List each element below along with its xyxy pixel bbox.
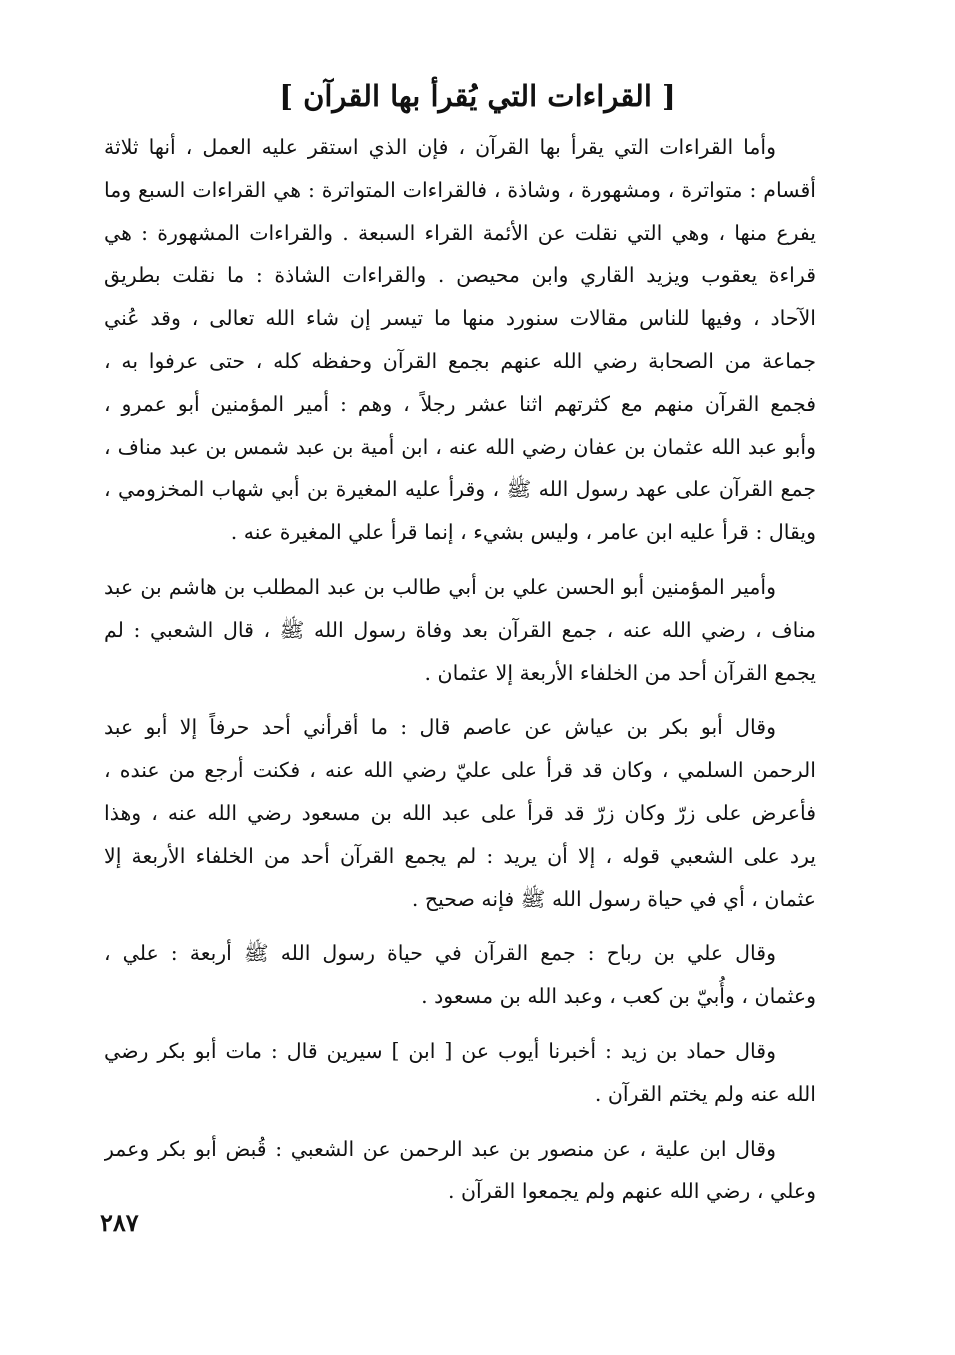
- section-heading: [ القراءات التي يُقرأ بها القرآن ]: [279, 79, 676, 113]
- text-line: وأمير المؤمنين أبو الحسن علي بن أبي طالب بن عبد المطلب بن هاشم بن عبد: [104, 574, 776, 599]
- text-line: أقسام : متواترة ، ومشهورة ، وشاذة ، فالقراءات المتواترة : هي القراءات السبع وما: [104, 177, 816, 202]
- text-line: يرد على الشعبي قوله ، إلا أن يريد : لم يجمع القرآن أحد من الخلفاء الأربعة إلا: [104, 843, 816, 868]
- text-line: جماعة من الصحابة رضي الله عنهم بجمع القرآن وحفظه كله ، حتى عرفوا به ،: [104, 348, 816, 373]
- text-line: ويقال : قرأ عليه ابن عامر ، وليس بشيء ، إنما قرأ علي المغيرة عنه .: [230, 520, 816, 545]
- text-line: وعثمان ، وأُبيّ بن كعب ، وعبد الله بن مسعود .: [421, 984, 816, 1009]
- text-line: مناف ، رضي الله عنه ، جمع القرآن بعد وفاة رسول الله ﷺ ، قال الشعبي : لم: [104, 617, 816, 642]
- text-line: الآحاد ، وفيها للناس مقالات سنورد منها ما تيسر إن شاء الله تعالى ، وقد عُني: [104, 306, 816, 331]
- text-line: وأما القراءات التي يقرأ بها القرآن ، فإن الذي استقر عليه العمل ، أنها ثلاثة: [104, 135, 776, 159]
- paragraph-1: [104, 126, 816, 554]
- text-line: وأبو عبد الله عثمان بن عفان رضي الله عنه ، ابن أمية بن عبد شمس بن عبد مناف ،: [104, 434, 816, 459]
- paragraph-3: [104, 706, 816, 920]
- text-line: فأعرض على زرّ وكان زرّ قد قرأ على عبد الله بن مسعود رضي الله عنه ، وهذا: [104, 800, 816, 825]
- text-line: وقال ابن علية ، عن منصور بن عبد الرحمن عن الشعبي : قُبض أبو بكر وعمر: [104, 1136, 776, 1161]
- text-line: يفرع منها ، وهي التي نقلت عن الأئمة القراء السبعة . والقراءات المشهورة : هي: [104, 220, 816, 245]
- paragraph-2: [104, 566, 816, 694]
- text-line: وقال علي بن رباح : جمع القرآن في حياة رسول الله ﷺ أربعة : علي ،: [104, 941, 776, 966]
- text-line: وقال حماد بن زيد : أخبرنا أيوب عن [ ابن ] سيرين قال : مات أبو بكر رضي: [104, 1038, 776, 1063]
- text-line: عثمان ، أي في حياة رسول الله ﷺ فإنه صحيح .: [411, 886, 816, 911]
- paragraph-5: [104, 1030, 816, 1116]
- text-line: الرحمن السلمي ، وكان قد قرأ على عليّ رضي الله عنه ، فكنت أرجع من عنده ،: [104, 758, 816, 783]
- text-line: فجمع القرآن منهم مع كثرتهم اثنا عشر رجلاً ، وهم : أمير المؤمنين أبو عمرو ،: [104, 391, 816, 416]
- text-line: وقال أبو بكر بن عياش عن عاصم قال : ما أقرأني أحد حرفاً إلا أبو عبد: [104, 715, 776, 740]
- text-line: قراءة يعقوب ويزيد القاري وابن محيصن . والقراءات الشاذة : ما نقلت بطريق: [104, 263, 816, 288]
- text-line: جمع القرآن على عهد رسول الله ﷺ ، وقرأ عليه المغيرة بن أبي شهاب المخزومي ،: [104, 477, 816, 502]
- paragraph-4: [104, 932, 816, 1018]
- body-text: [104, 126, 816, 1213]
- text-line: يجمع القرآن أحد من الخلفاء الأربعة إلا عثمان .: [424, 660, 816, 685]
- text-line: الله عنه ولم يختم القرآن .: [594, 1081, 816, 1106]
- paragraph-6: [104, 1128, 816, 1214]
- page-number: ٢٨٧: [100, 1208, 139, 1237]
- text-line: وعلي ، رضي الله عنهم ولم يجمعوا القرآن .: [447, 1179, 816, 1204]
